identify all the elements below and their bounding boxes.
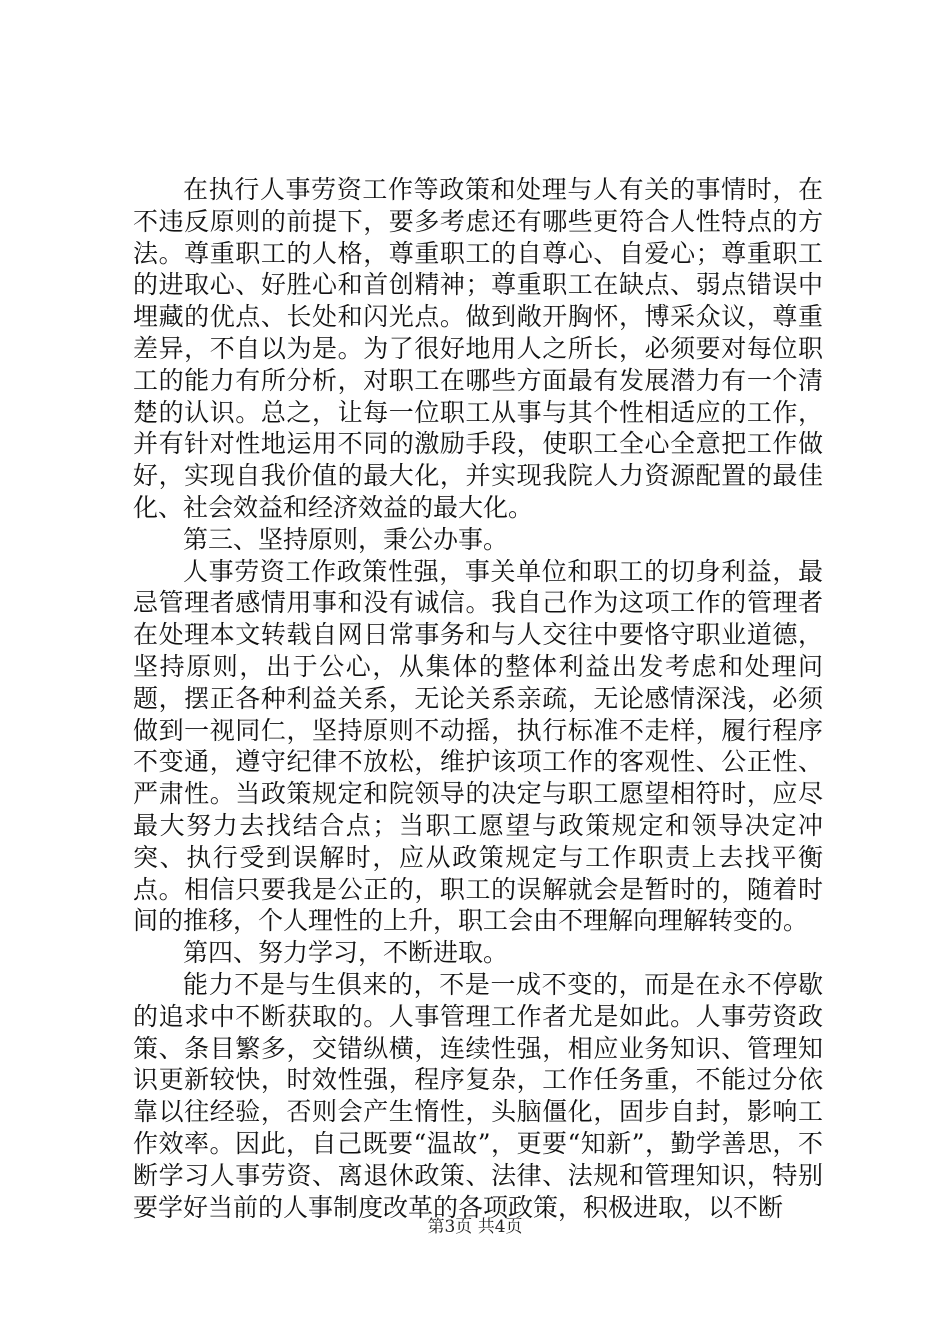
section-heading-4: 第四、努力学习，不断进取。 <box>183 938 509 968</box>
section-heading-3: 第三、坚持原则，秉公办事。 <box>183 524 509 554</box>
page-footer: 第3页 共4页 <box>427 1217 523 1237</box>
paragraph-1: 在执行人事劳资工作等政策和处理与人有关的事情时，在不违反原则的前提下，要多考虑还有哪些更符合人性特点的方法。尊重职工的人格，尊重职工的自尊心、自爱心；尊重职工的进取心、好胜心和首创精神；尊重职工在缺点、弱点错误中埋藏的优点、长处和闪光点。做到敞开胸怀，博采众议，尊重差异，不自以为是。为了很好地用人之所长，必须要对每位职工的能力有所分析，对职工在哪些方面最有发展潜力有一个清楚的认识。总之，让每一位职工从事与其个性相适应的工作，并有针对性地运用不同的激励手段，使职工全心全意把工作做好，实现自我价值的最大化，并实现我院人力资源配置的最佳化、社会效益和经济效益的最大化。 <box>133 175 823 522</box>
document-body <box>133 174 823 1223</box>
paragraph-2: 人事劳资工作政策性强，事关单位和职工的切身利益，最忌管理者感情用事和没有诚信。我自己作为这项工作的管理者在处理本文转载自网日常事务和与人交往中要恪守职业道德，坚持原则，出于公心，从集体的整体利益出发考虑和处理问题，摆正各种利益关系，无论关系亲疏，无论感情深浅，必须做到一视同仁，坚持原则不动摇，执行标准不走样，履行程序不变通，遵守纪律不放松，维护该项工作的客观性、公正性、严肃性。当政策规定和院领导的决定与职工愿望相符时，应尽最大努力去找结合点；当职工愿望与政策规定和领导决定冲突、执行受到误解时，应从政策规定与工作职责上去找平衡点。相信只要我是公正的，职工的误解就会是暂时的，随着时间的推移，个人理性的上升，职工会由不理解向理解转变的。 <box>133 556 823 936</box>
paragraph-3: 能力不是与生俱来的，不是一成不变的，而是在永不停歇的追求中不断获取的。人事管理工作者尤是如此。人事劳资政策、条目繁多，交错纵横，连续性强，相应业务知识、管理知识更新较快，时效性强，程序复杂，工作任务重，不能过分依靠以往经验，否则会产生惰性，头脑僵化，固步自封，影响工作效率。因此，自己既要“温故”，更要“知新”，勤学善思，不断学习人事劳资、离退休政策、法律、法规和管理知识，特别要学好当前的人事制度改革的各项政策，积极进取，以不断 <box>133 969 823 1222</box>
